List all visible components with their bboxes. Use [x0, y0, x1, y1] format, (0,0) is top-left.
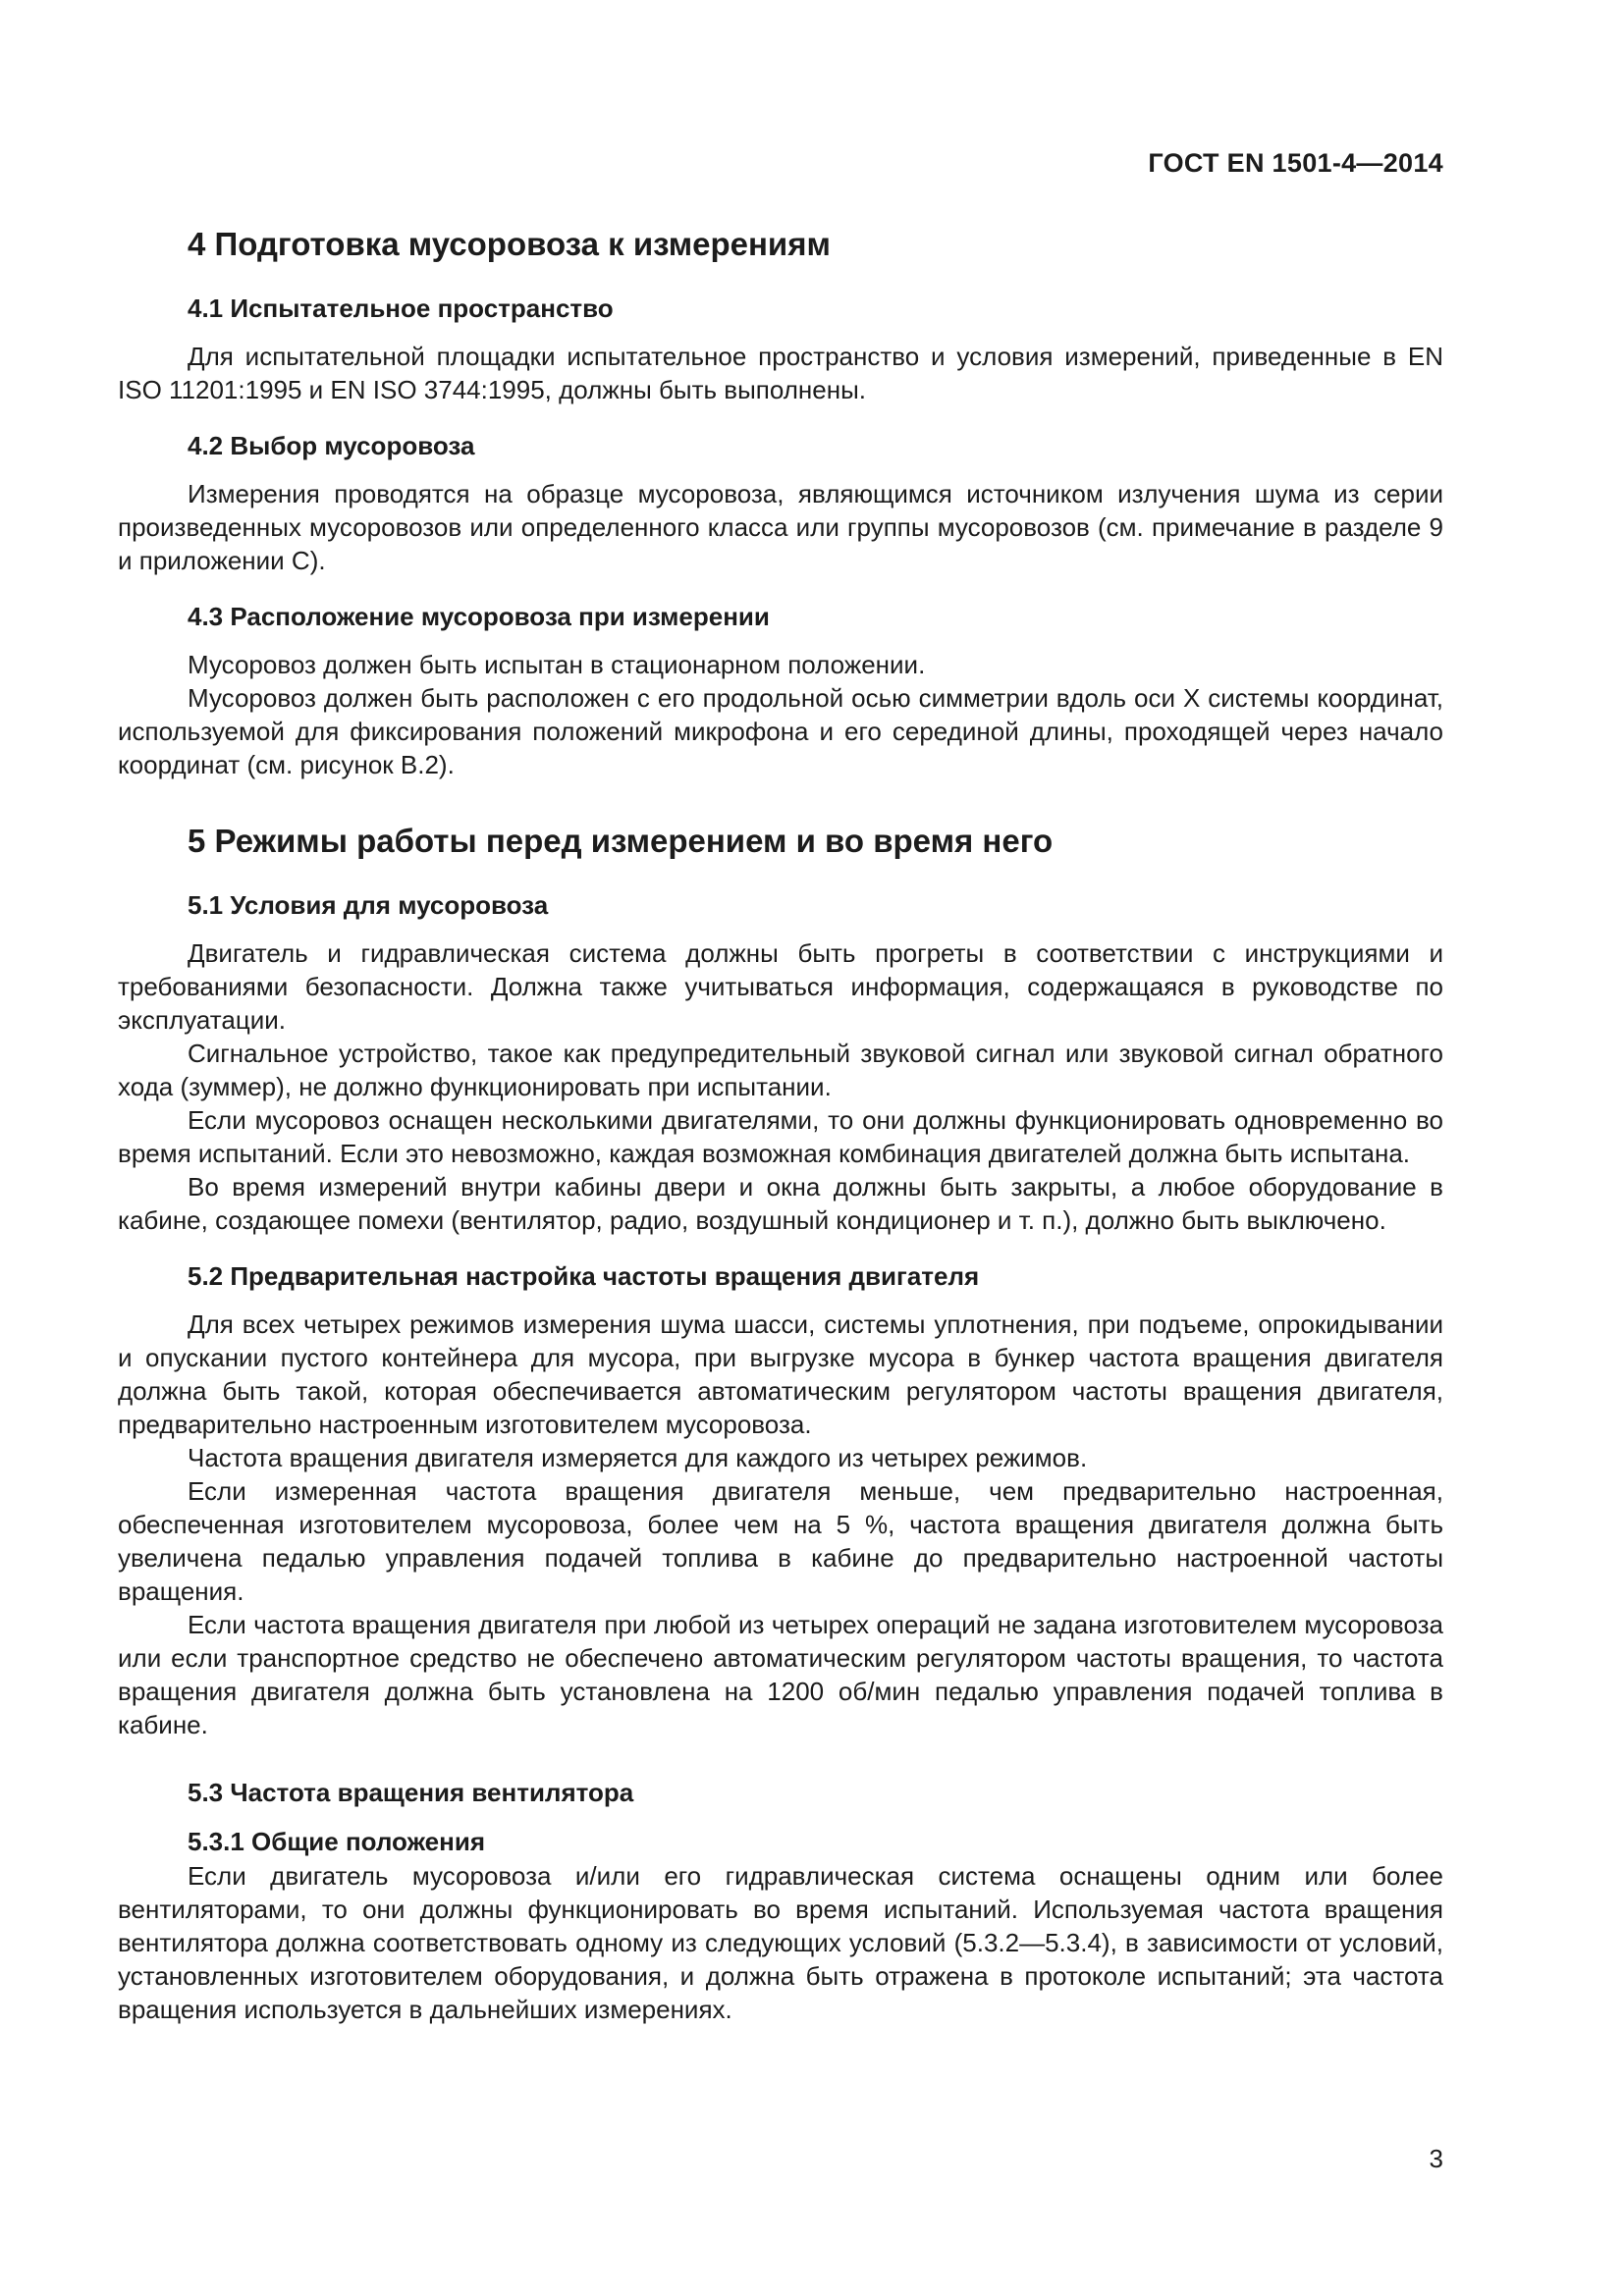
paragraph-5-1-2: Сигнальное устройство, такое как предупредительный звуковой сигнал или звуковой сигнал обратного хода (зуммер), не должно функционировать при испытании.	[118, 1039, 1443, 1101]
page-number: 3	[1429, 2144, 1443, 2173]
paragraph-5-2-4: Если частота вращения двигателя при любой из четырех операций не задана изготовителем мусоровоза или если транспортное средство не обеспечено автоматическим регулятором частоты вращения, то частота вращения двигателя должна быть установлена на 1200 об/мин педалью управления подачей топлива в кабине.	[118, 1610, 1443, 1739]
paragraph-4-2-1: Измерения проводятся на образце мусоровоза, являющимся источником излучения шума из серии произведенных мусоровозов или определенного класса или группы мусоровозов (см. примечание в разделе 9 и приложении С).	[118, 479, 1443, 575]
paragraph-5-2-2: Частота вращения двигателя измеряется для каждого из четырех режимов.	[188, 1443, 1088, 1472]
subsection-4-1-heading: 4.1 Испытательное пространство	[188, 294, 614, 323]
subsection-4-2-heading: 4.2 Выбор мусоровоза	[188, 431, 475, 460]
subsection-5-3-heading: 5.3 Частота вращения вентилятора	[188, 1778, 634, 1807]
paragraph-5-1-3: Если мусоровоз оснащен несколькими двигателями, то они должны функционировать одновременно во время испытаний. Если это невозможно, каждая возможная комбинация двигателей должна быть испытана.	[118, 1105, 1443, 1168]
paragraph-5-2-3: Если измеренная частота вращения двигателя меньше, чем предварительно настроенная, обеспеченная изготовителем мусоровоза, более чем на 5 %, частота вращения двигателя должна быть увеличена педалью управления подачей топлива в кабине до предварительно настроенной частоты вращения.	[118, 1476, 1443, 1606]
subsection-4-3-heading: 4.3 Расположение мусоровоза при измерении	[188, 602, 770, 631]
subsection-5-3-1-heading: 5.3.1 Общие положения	[188, 1827, 485, 1856]
paragraph-4-3-2: Мусоровоз должен быть расположен с его продольной осью симметрии вдоль оси X системы координат, используемой для фиксирования положений микрофона и его серединой длины, проходящей через начало координат (см. рисунок В.2).	[118, 683, 1443, 779]
paragraph-4-3-1: Мусоровоз должен быть испытан в стационарном положении.	[188, 650, 926, 679]
standard-code: ГОСТ EN 1501-4—2014	[1148, 148, 1443, 178]
subsection-5-2-heading: 5.2 Предварительная настройка частоты вращения двигателя	[188, 1261, 980, 1291]
section-4-heading: 4 Подготовка мусоровоза к измерениям	[188, 226, 831, 262]
paragraph-5-1-1: Двигатель и гидравлическая система должны быть прогреты в соответствии с инструкциями и требованиями безопасности. Должна также учитываться информация, содержащаяся в руководстве по эксплуатации.	[118, 938, 1443, 1035]
paragraph-5-3-1-1: Если двигатель мусоровоза и/или его гидравлическая система оснащены одним или более вентиляторами, то они должны функционировать во время испытаний. Используемая частота вращения вентилятора должна соответствовать одному из следующих условий (5.3.2—5.3.4), в зависимости от условий, установленных изготовителем оборудования, и должна быть отражена в протоколе испытаний; эта частота вращения используется в дальнейших измерениях.	[118, 1861, 1443, 2024]
section-5-heading: 5 Режимы работы перед измерением и во время него	[188, 823, 1054, 859]
page-content	[118, 222, 1443, 2048]
paragraph-5-2-1: Для всех четырех режимов измерения шума шасси, системы уплотнения, при подъеме, опрокидывании и опускании пустого контейнера для мусора, при выгрузке мусора в бункер частота вращения двигателя должна быть такой, которая обеспечивается автоматическим регулятором частоты вращения двигателя, предварительно настроенным изготовителем мусоровоза.	[118, 1309, 1443, 1439]
paragraph-4-1-1: Для испытательной площадки испытательное пространство и условия измерений, приведенные в EN ISO 11201:1995 и EN ISO 3744:1995, должны быть выполнены.	[118, 342, 1443, 404]
paragraph-5-1-4: Во время измерений внутри кабины двери и окна должны быть закрыты, а любое оборудование в кабине, создающее помехи (вентилятор, радио, воздушный кондиционер и т. п.), должно быть выключено.	[118, 1172, 1443, 1235]
subsection-5-1-heading: 5.1 Условия для мусоровоза	[188, 890, 549, 920]
